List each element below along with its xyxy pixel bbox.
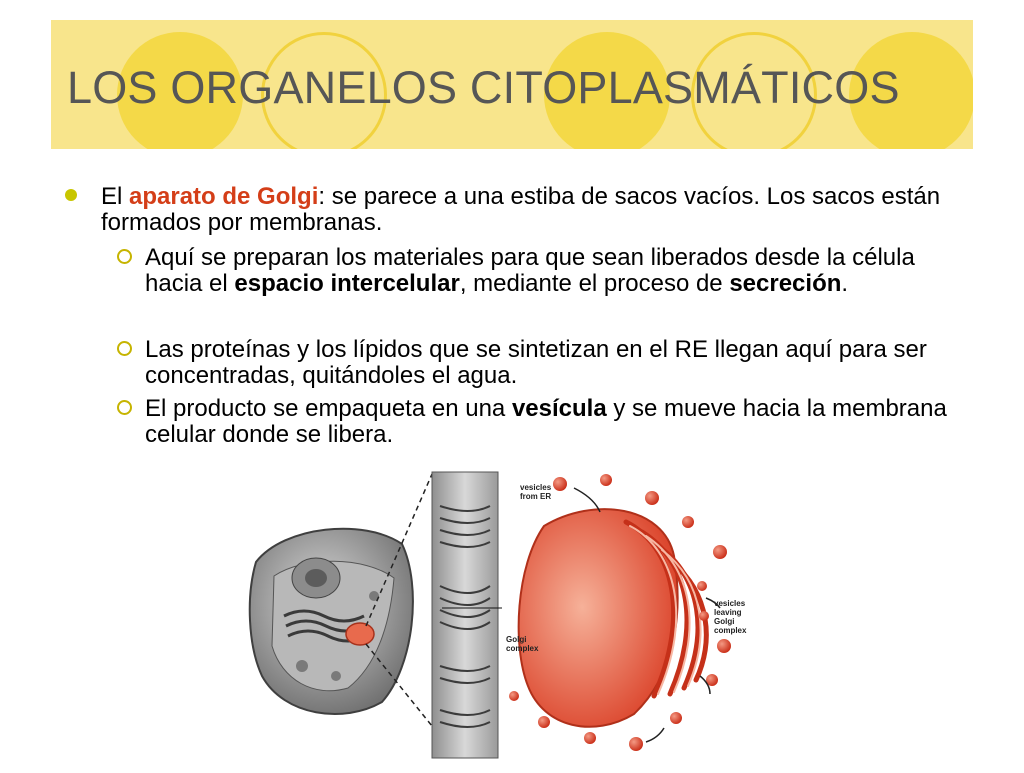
sub-text: . [841, 270, 849, 297]
label-vesicles-from-er-2: from ER [520, 492, 552, 501]
vesicle: vesícula [511, 395, 607, 422]
sub-text: y se mueve hacia la membrana celular donde se libera. [145, 395, 947, 448]
label-vesicles-leaving-2: leaving [714, 608, 742, 617]
label-vesicles-leaving-1: vesicles [714, 599, 746, 608]
sub-bullet-1 [145, 245, 965, 297]
bullet-text: : se parece a una estiba de sacos vacíos. Los sacos están formados por membranas. [101, 183, 941, 236]
sub-bullet-ring [117, 249, 132, 264]
label-vesicles-leaving-3: Golgi [714, 617, 735, 626]
slide-title: LOS ORGANELOS CITOPLASMÁTICOS [67, 62, 900, 113]
sub-text: Las proteínas y los lípidos que se sintetizan en el RE llegan aquí para ser concentradas, quitándoles el agua. [145, 336, 927, 389]
sub-text: Aquí se preparan los materiales para que sean liberados desde la célula hacia el [145, 244, 915, 297]
sub-bullet-3 [145, 396, 965, 448]
golgi-stack [519, 509, 707, 727]
micrograph [432, 472, 502, 758]
sub-bullet-ring [117, 400, 132, 415]
sub-text: El producto se empaqueta en una [145, 395, 512, 422]
bullet-dot [65, 189, 77, 201]
label-vesicles-from-er-1: vesicles [520, 483, 552, 492]
label-golgi-complex-2: complex [506, 644, 539, 653]
secretion: secreción [729, 270, 842, 297]
intercellular-space: espacio intercelular [234, 270, 460, 297]
label-vesicles-leaving-4: complex [714, 626, 747, 635]
golgi-illustration [244, 466, 776, 768]
label-golgi-complex-1: Golgi [506, 635, 527, 644]
sub-bullet-ring [117, 341, 132, 356]
sub-text: , mediante el proceso de [459, 270, 730, 297]
golgi-highlight: aparato de Golgi [129, 183, 319, 210]
cell-cutaway [250, 529, 413, 714]
bullet-golgi [101, 184, 961, 236]
bullet-text: El [101, 183, 130, 210]
golgi-figure [244, 466, 776, 768]
sub-bullet-2 [145, 337, 965, 389]
